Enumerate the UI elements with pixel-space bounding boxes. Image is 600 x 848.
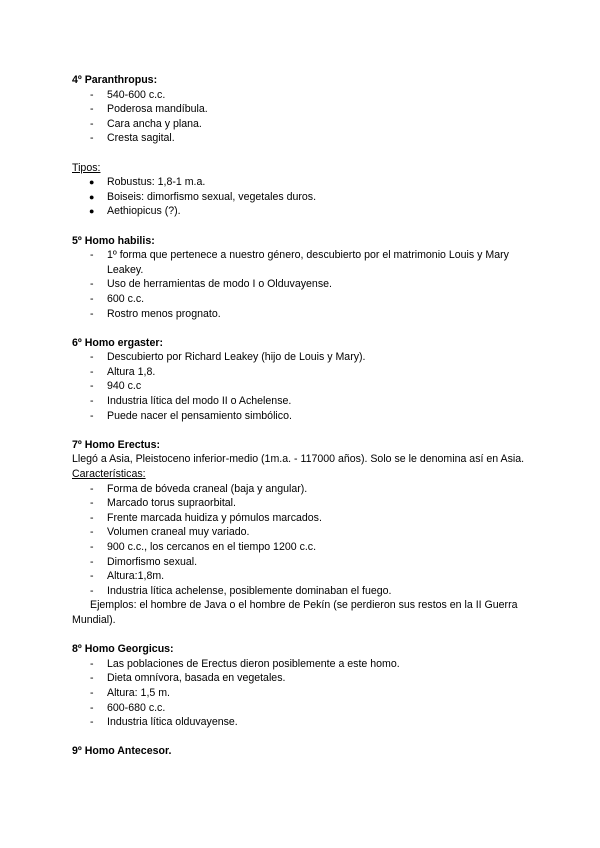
list-item: - Volumen craneal muy variado. xyxy=(90,526,250,539)
list-item: - 540-600 c.c. xyxy=(90,88,166,101)
list-item: - Cara ancha y plana. xyxy=(90,117,202,130)
section-homo-erectus xyxy=(72,438,532,628)
list-item: - Industria lítica achelense, posiblemente dominaban el fuego. xyxy=(90,584,392,597)
list-item: - Poderosa mandíbula. xyxy=(90,103,208,116)
bullet-icon: ● xyxy=(89,177,95,188)
list-item: - Las poblaciones de Erectus dieron posiblemente a este homo. xyxy=(90,657,400,670)
list-item: ● Boiseis: dimorfismo sexual, vegetales duros. xyxy=(89,190,317,203)
list-item: - Marcado torus supraorbital. xyxy=(90,497,236,510)
list-item: - Altura:1,8m. xyxy=(90,570,165,583)
dash-list xyxy=(72,350,532,423)
dash-list xyxy=(72,657,532,730)
section-paranthropus xyxy=(72,73,532,146)
list-item: - Frente marcada huidiza y pómulos marcados. xyxy=(90,511,322,524)
list-item: - Dimorfismo sexual. xyxy=(90,555,198,568)
bullet-list xyxy=(72,175,532,219)
list-item: - Industria lítica del modo II o Achelense. xyxy=(90,395,292,408)
bullet-icon: ● xyxy=(89,206,95,217)
dash-list xyxy=(72,482,532,599)
section-heading: 9º Homo Antecesor. xyxy=(72,745,172,758)
subheading-caracteristicas: Características: xyxy=(72,468,146,481)
list-item: - 1º forma que pertenece a nuestro género, descubierto por el matrimonio Louis y Mary Leakey. xyxy=(90,249,509,276)
list-item: - 900 c.c., los cercanos en el tiempo 1200 c.c. xyxy=(90,541,317,553)
section-homo-ergaster xyxy=(72,336,532,424)
list-item: - Puede nacer el pensamiento simbólico. xyxy=(90,409,292,422)
list-item: - 600 c.c. xyxy=(90,292,145,305)
list-item: - Uso de herramientas de modo I o Olduvayense. xyxy=(90,278,332,291)
section-homo-georgicus xyxy=(72,642,532,730)
list-item: - Forma de bóveda craneal (baja y angular). xyxy=(90,482,308,495)
dash-list xyxy=(72,88,532,146)
intro-paragraph: Llegó a Asia, Pleistoceno inferior-medio (1m.a. - 117000 años). Solo se le denomina así en Asia. xyxy=(72,453,525,466)
list-item: - Descubierto por Richard Leakey (hijo de Louis y Mary). xyxy=(90,351,366,364)
subheading-tipos: Tipos: xyxy=(72,161,101,174)
list-item: - 600-680 c.c. xyxy=(90,701,166,714)
section-heading: 6º Homo ergaster: xyxy=(72,336,163,349)
list-item: - 940 c.c xyxy=(90,380,142,393)
examples-paragraph: Ejemplos: el hombre de Java o el hombre de Pekín (se perdieron sus restos en la II Guerra Mundial). xyxy=(72,599,518,626)
section-heading: 4º Paranthropus: xyxy=(72,74,158,86)
section-homo-habilis xyxy=(72,234,532,322)
list-item: - Dieta omnívora, basada en vegetales. xyxy=(90,672,286,685)
list-item: - Altura 1,8. xyxy=(90,365,156,378)
bullet-icon: ● xyxy=(89,191,95,202)
list-item: - Industria lítica olduvayense. xyxy=(90,716,238,729)
section-tipos xyxy=(72,161,532,219)
section-heading: 7º Homo Erectus: xyxy=(72,438,161,451)
dash-list xyxy=(72,248,532,321)
section-heading: 5º Homo habilis: xyxy=(72,234,155,247)
list-item: - Rostro menos prognato. xyxy=(90,307,221,320)
list-item: - Cresta sagital. xyxy=(90,132,175,145)
list-item: ● Robustus: 1,8-1 m.a. xyxy=(89,176,206,189)
section-homo-antecesor xyxy=(72,744,532,759)
document-page xyxy=(72,73,532,774)
list-item: ● Aethiopicus (?). xyxy=(89,205,181,218)
section-heading: 8º Homo Georgicus: xyxy=(72,643,174,656)
list-item: - Altura: 1,5 m. xyxy=(90,686,170,699)
